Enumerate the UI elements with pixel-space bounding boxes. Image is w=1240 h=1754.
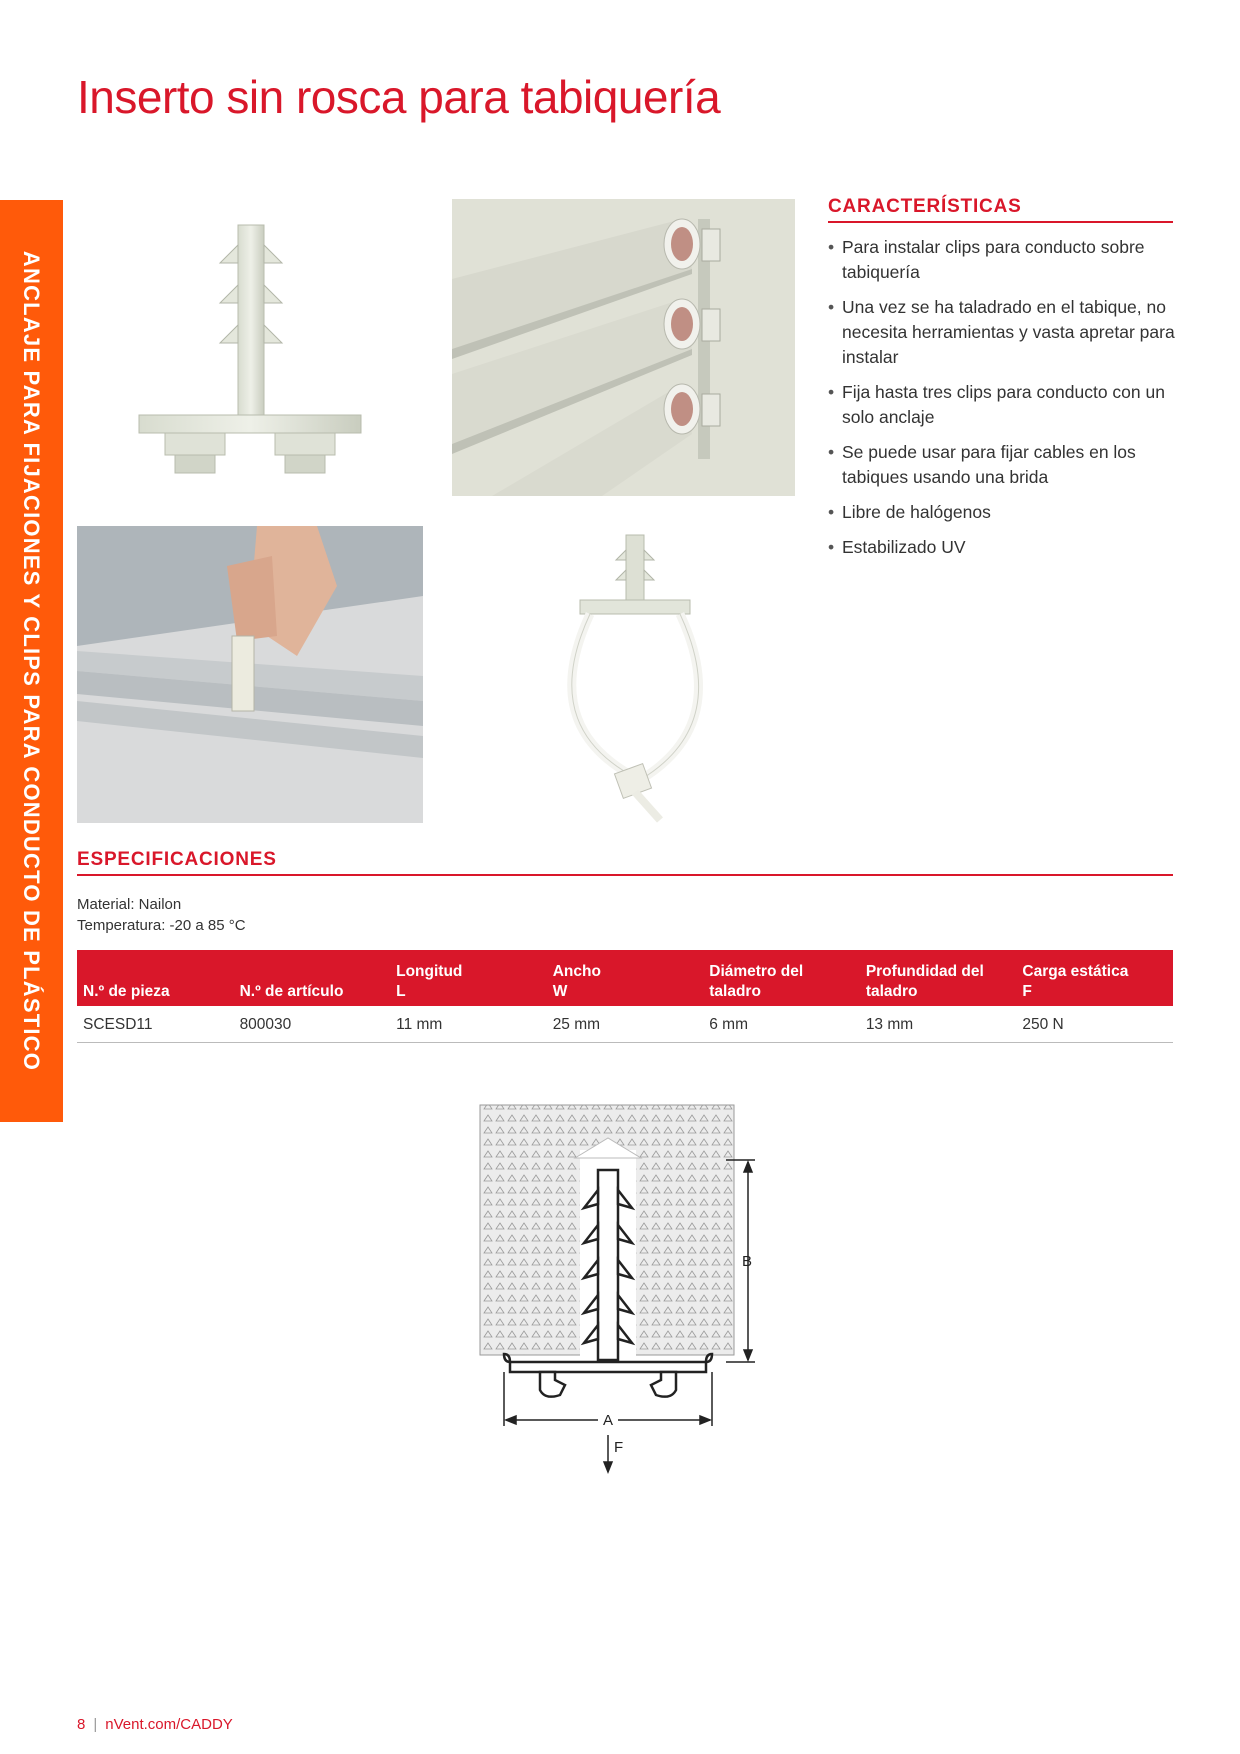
specification-lines: [77, 894, 246, 936]
technical-diagram: [470, 1100, 770, 1490]
features-heading: CARACTERÍSTICAS: [828, 196, 1022, 217]
page-number: 8: [77, 1716, 86, 1733]
features-list-item: • Estabilizado UV: [828, 535, 1178, 560]
table-header-cell: N.º de pieza: [77, 950, 234, 1006]
product-photo-anchor: [135, 215, 375, 515]
table-header-cell: Longitud L: [390, 950, 547, 1006]
features-list-item: • Se puede usar para fijar cables en los tabiques usando una brida: [828, 440, 1178, 490]
side-category-label: ANCLAJE PARA FIJACIONES Y CLIPS PARA CONDUCTO DE PLÁSTICO: [19, 250, 44, 1072]
dimension-label-b: B: [742, 1253, 753, 1270]
temperature-spec: Temperatura: -20 a 85 °C: [77, 917, 246, 934]
features-list-item: • Fija hasta tres clips para conducto con un solo anclaje: [828, 380, 1178, 430]
specifications-heading-rule: [77, 874, 1173, 876]
table-cell: 13 mm: [860, 1006, 1017, 1043]
table-cell: 11 mm: [390, 1006, 547, 1043]
table-header-cell: Diámetro del taladro: [703, 950, 860, 1006]
table-cell: 800030: [234, 1006, 391, 1043]
table-cell: SCESD11: [77, 1006, 234, 1043]
product-photo-anchor-with-cable-tie: [560, 530, 710, 825]
table-cell: 25 mm: [547, 1006, 704, 1043]
table-header-cell: Carga estática F: [1016, 950, 1173, 1006]
table-header-row: [77, 950, 1173, 1006]
features-heading-rule: [828, 221, 1173, 223]
photo-conduits-on-wall: [452, 199, 795, 496]
table-row: [77, 1006, 1173, 1043]
features-list-item: • Una vez se ha taladrado en el tabique, no necesita herramientas y vasta apretar para instalar: [828, 295, 1178, 370]
force-label-f: F: [614, 1439, 624, 1456]
table-header-cell: Profundidad del taladro: [860, 950, 1017, 1006]
table-cell: 6 mm: [703, 1006, 860, 1043]
side-category-tab: [0, 200, 63, 1122]
page-footer: [77, 1716, 233, 1733]
photo-hand-installing-cable-tie: [77, 526, 423, 823]
table-cell: 250 N: [1016, 1006, 1173, 1043]
features-list-item: • Para instalar clips para conducto sobre tabiquería: [828, 235, 1178, 285]
specifications-heading: ESPECIFICACIONES: [77, 849, 277, 870]
page-title: Inserto sin rosca para tabiquería: [77, 71, 721, 123]
dimension-label-a: A: [602, 1412, 614, 1429]
features-list: [828, 235, 1178, 570]
material-spec: Material: Nailon: [77, 896, 182, 913]
footer-url[interactable]: nVent.com/CADDY: [105, 1716, 233, 1733]
specification-table: [77, 950, 1173, 1043]
features-list-item: • Libre de halógenos: [828, 500, 1178, 525]
table-header-cell: Ancho W: [547, 950, 704, 1006]
footer-separator: |: [93, 1716, 98, 1733]
table-header-cell: N.º de artículo: [234, 950, 391, 1006]
